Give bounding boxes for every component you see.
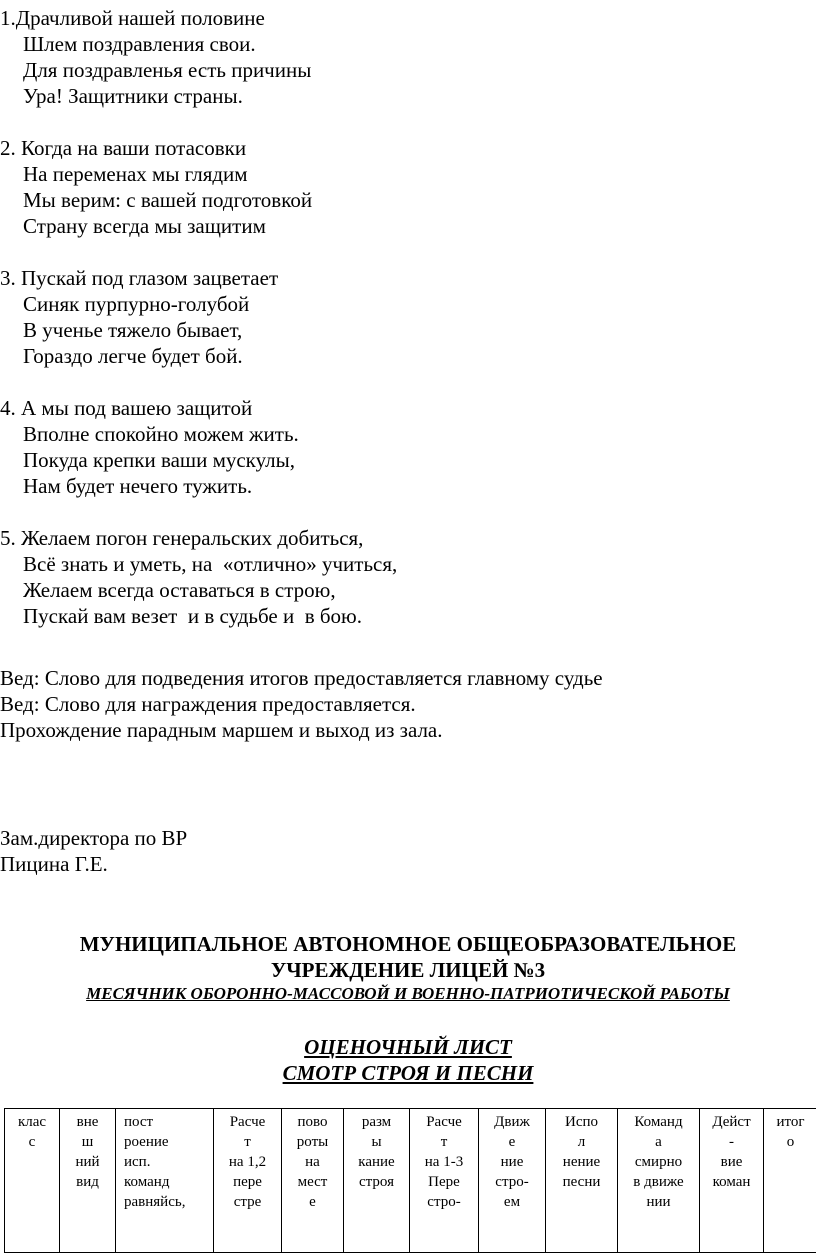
table-header-text: коман	[702, 1172, 761, 1192]
host-lines	[0, 665, 603, 743]
table-header-text: Движ	[481, 1112, 543, 1132]
stanza	[0, 395, 816, 499]
poem-line: Страну всегда мы защитим	[0, 213, 816, 239]
host-line: Прохождение парадным маршем и выход из зала.	[0, 717, 603, 743]
table-header-text: разм	[346, 1112, 407, 1132]
poem-line: Мы верим: с вашей подготовкой	[0, 187, 816, 213]
table-header-text: е	[481, 1132, 543, 1152]
table-header-cell	[618, 1109, 700, 1253]
table-header-cell	[116, 1109, 214, 1253]
poem-line: Желаем всегда оставаться в строю,	[0, 577, 816, 603]
table-header-text: т	[216, 1132, 279, 1152]
table-header-text: вие	[702, 1152, 761, 1172]
poem-line: Для поздравленья есть причины	[0, 57, 816, 83]
poem-line: Шлем поздравления свои.	[0, 31, 816, 57]
table-header-cell	[214, 1109, 282, 1253]
stanza	[0, 135, 816, 239]
table-header-cell	[282, 1109, 344, 1253]
table-header-text: л	[548, 1132, 615, 1152]
table-header-text: роты	[284, 1132, 341, 1152]
table-header-text: ы	[346, 1132, 407, 1152]
poem-line: Нам будет нечего тужить.	[0, 473, 816, 499]
table-header-text: клас	[7, 1112, 57, 1132]
table-header-text: пост	[124, 1112, 211, 1132]
table-header-cell	[764, 1109, 816, 1253]
signature-block	[0, 825, 187, 877]
table-header-cell	[546, 1109, 618, 1253]
table-header-text: -	[702, 1132, 761, 1152]
table-header-text: стро-	[481, 1172, 543, 1192]
poem-line: На переменах мы глядим	[0, 161, 816, 187]
school-header	[0, 931, 816, 1005]
poem-line: 3. Пускай под глазом зацветает	[0, 265, 816, 291]
table-header-cell	[410, 1109, 479, 1253]
table-header-text: вид	[62, 1172, 113, 1192]
table-header-text: песни	[548, 1172, 615, 1192]
table-header-text: Дейст	[702, 1112, 761, 1132]
table-header-text: ем	[481, 1192, 543, 1212]
poem-line: Пускай вам везет и в судьбе и в бою.	[0, 603, 816, 629]
poem-line: Гораздо легче будет бой.	[0, 343, 816, 369]
table-header-text: итог	[766, 1112, 815, 1132]
school-name-line-2: УЧРЕЖДЕНИЕ ЛИЦЕЙ №3	[0, 957, 816, 983]
poem-line: 5. Желаем погон генеральских добиться,	[0, 525, 816, 551]
stanza	[0, 525, 816, 629]
table-header-text: исп.	[124, 1152, 211, 1172]
table-header-text: нии	[620, 1192, 697, 1212]
table-header-text: а	[620, 1132, 697, 1152]
poem-line: Синяк пурпурно-голубой	[0, 291, 816, 317]
table-header-text: т	[412, 1132, 476, 1152]
host-line: Вед: Слово для награждения предоставляется.	[0, 691, 603, 717]
poem	[0, 5, 816, 655]
table-header-text: ний	[62, 1152, 113, 1172]
table-header-cell	[60, 1109, 116, 1253]
table-header-text: с	[7, 1132, 57, 1152]
table-header-text: нение	[548, 1152, 615, 1172]
table-header-text: Испо	[548, 1112, 615, 1132]
table-header-text: в движе	[620, 1172, 697, 1192]
school-name-line-1: МУНИЦИПАЛЬНОЕ АВТОНОМНОЕ ОБЩЕОБРАЗОВАТЕЛЬНОЕ	[0, 931, 816, 957]
table-header-text: ш	[62, 1132, 113, 1152]
table-header-text: Команд	[620, 1112, 697, 1132]
table-header-cell	[700, 1109, 764, 1253]
signature-position: Зам.директора по ВР	[0, 825, 187, 851]
evaluation-table	[4, 1108, 816, 1253]
table-header-text: стре	[216, 1192, 279, 1212]
table-header-text: е	[284, 1192, 341, 1212]
sheet-title	[0, 1034, 816, 1086]
table-header-cell	[344, 1109, 410, 1253]
poem-line: 4. А мы под вашею защитой	[0, 395, 816, 421]
poem-line: Всё знать и уметь, на «отлично» учиться,	[0, 551, 816, 577]
table-header-text: кание	[346, 1152, 407, 1172]
poem-line: Вполне спокойно можем жить.	[0, 421, 816, 447]
table-header-text: пово	[284, 1112, 341, 1132]
signature-name: Пицина Г.Е.	[0, 851, 187, 877]
table-header-text: команд	[124, 1172, 211, 1192]
table-header-text: равняйсь,	[124, 1192, 211, 1212]
stanza	[0, 5, 816, 109]
poem-line: Покуда крепки ваши мускулы,	[0, 447, 816, 473]
table-header-text: роение	[124, 1132, 211, 1152]
sheet-title-line-2: СМОТР СТРОЯ И ПЕСНИ	[0, 1060, 816, 1086]
table-header-text: Расче	[216, 1112, 279, 1132]
poem-line: 2. Когда на ваши потасовки	[0, 135, 816, 161]
table-header-cell	[5, 1109, 60, 1253]
table-header-text: Пере	[412, 1172, 476, 1192]
table-header-text: на 1-3	[412, 1152, 476, 1172]
table-header-text: ние	[481, 1152, 543, 1172]
sheet-title-line-1: ОЦЕНОЧНЫЙ ЛИСТ	[0, 1034, 816, 1060]
table-header-text: стро-	[412, 1192, 476, 1212]
table-header-text: строя	[346, 1172, 407, 1192]
poem-line: Ура! Защитники страны.	[0, 83, 816, 109]
table-header-row	[5, 1109, 816, 1253]
host-line: Вед: Слово для подведения итогов предоставляется главному судье	[0, 665, 603, 691]
table-header-text: вне	[62, 1112, 113, 1132]
table-header-text: на	[284, 1152, 341, 1172]
table-header-text: пере	[216, 1172, 279, 1192]
table-header-text: о	[766, 1132, 815, 1152]
table-header-text: на 1,2	[216, 1152, 279, 1172]
table-header-text: Расче	[412, 1112, 476, 1132]
table-header-text: смирно	[620, 1152, 697, 1172]
month-title: МЕСЯЧНИК ОБОРОННО-МАССОВОЙ И ВОЕННО-ПАТРИОТИЧЕСКОЙ РАБОТЫ	[0, 983, 816, 1005]
table-header-cell	[479, 1109, 546, 1253]
stanza	[0, 265, 816, 369]
table-header-text: мест	[284, 1172, 341, 1192]
poem-line: 1.Драчливой нашей половине	[0, 5, 816, 31]
poem-line: В ученье тяжело бывает,	[0, 317, 816, 343]
